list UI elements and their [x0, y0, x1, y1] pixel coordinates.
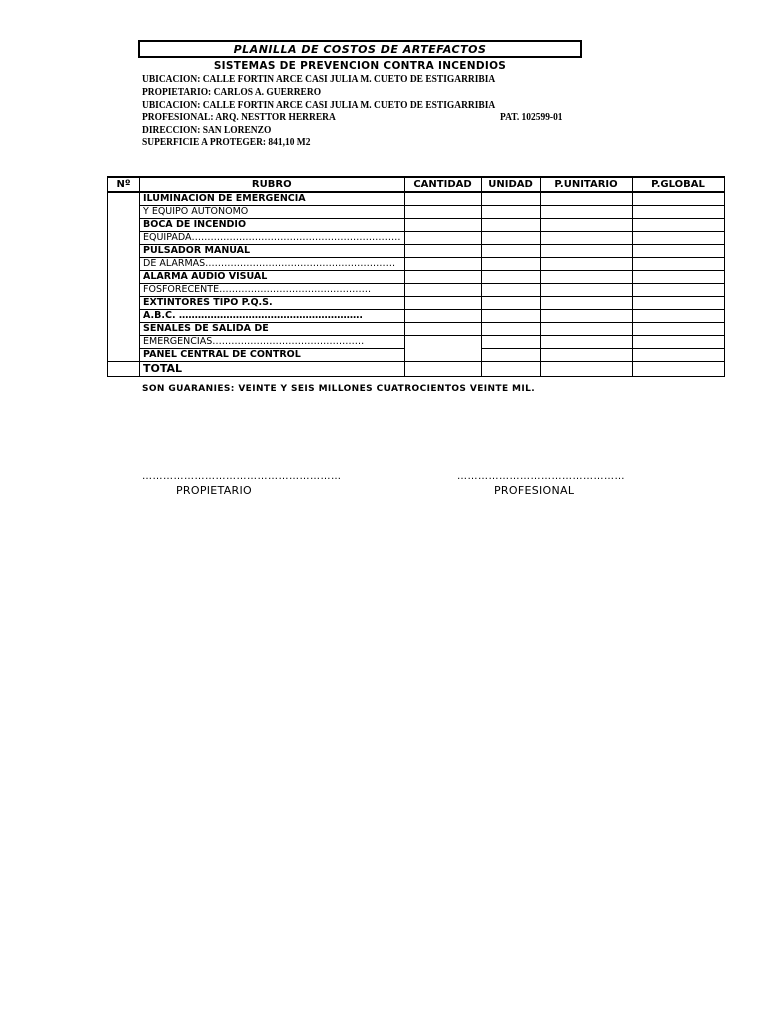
table-row — [108, 232, 725, 245]
owner-signature-line: ………………………………………………… — [142, 471, 342, 482]
punitario-cell — [540, 232, 632, 245]
punitario-cell — [540, 284, 632, 297]
costs-table — [107, 176, 725, 377]
unidad-cell — [481, 362, 540, 377]
rubro-cell: PANEL CENTRAL DE CONTROL — [140, 349, 405, 362]
punitario-cell — [540, 206, 632, 219]
numero-cell — [108, 192, 140, 362]
unidad-cell — [481, 323, 540, 336]
header-direccion: DIRECCION: SAN LORENZO — [142, 124, 272, 136]
table-row — [108, 245, 725, 258]
pglobal-cell — [632, 258, 724, 271]
col-header-rubro: RUBRO — [140, 177, 405, 192]
table-row — [108, 297, 725, 310]
pglobal-cell — [632, 349, 724, 362]
rubro-cell: Y EQUIPO AUTONOMO — [140, 206, 405, 219]
cantidad-cell — [404, 219, 481, 232]
col-header-numero: Nº — [108, 177, 140, 192]
cantidad-cell — [404, 245, 481, 258]
total-label: TOTAL — [140, 362, 405, 377]
cantidad-cell — [404, 192, 481, 206]
unidad-cell — [481, 336, 540, 349]
col-header-cantidad: CANTIDAD — [404, 177, 481, 192]
rubro-cell: PULSADOR MANUAL — [140, 245, 405, 258]
punitario-cell — [540, 297, 632, 310]
pglobal-cell — [632, 206, 724, 219]
rubro-cell: DE ALARMAS…………………………………………………… — [140, 258, 405, 271]
document-title: PLANILLA DE COSTOS DE ARTEFACTOS — [138, 40, 582, 58]
cantidad-cell — [404, 284, 481, 297]
table-row — [108, 271, 725, 284]
punitario-cell — [540, 258, 632, 271]
cantidad-cell — [404, 323, 481, 336]
table-row — [108, 323, 725, 336]
pglobal-cell — [632, 284, 724, 297]
total-row — [108, 362, 725, 377]
cantidad-cell — [404, 362, 481, 377]
header-ubicacion-1: UBICACION: CALLE FORTIN ARCE CASI JULIA M. CUETO DE ESTIGARRIBIA — [142, 73, 496, 85]
header-propietario: PROPIETARIO: CARLOS A. GUERRERO — [142, 86, 322, 98]
cantidad-cell — [404, 232, 481, 245]
unidad-cell — [481, 232, 540, 245]
col-header-punitario: P.UNITARIO — [540, 177, 632, 192]
punitario-cell — [540, 336, 632, 349]
col-header-unidad: UNIDAD — [481, 177, 540, 192]
rubro-cell: A.B.C. …………………………………………………. — [140, 310, 405, 323]
table-row — [108, 219, 725, 232]
table-row — [108, 206, 725, 219]
unidad-cell — [481, 349, 540, 362]
unidad-cell — [481, 206, 540, 219]
unidad-cell — [481, 192, 540, 206]
unidad-cell — [481, 310, 540, 323]
header-superficie: SUPERFICIE A PROTEGER: 841,10 M2 — [142, 136, 311, 148]
rubro-cell: ALARMA AUDIO VISUAL — [140, 271, 405, 284]
table-row — [108, 192, 725, 206]
rubro-cell: EQUIPADA………………………………………………………… — [140, 232, 405, 245]
punitario-cell — [540, 310, 632, 323]
pglobal-cell — [632, 219, 724, 232]
table-header-row — [108, 177, 725, 192]
unidad-cell — [481, 284, 540, 297]
header-profesional: PROFESIONAL: ARQ. NESTTOR HERRERA — [142, 111, 336, 123]
pglobal-cell — [632, 271, 724, 284]
pglobal-cell — [632, 192, 724, 206]
table-row — [108, 336, 725, 349]
table-row — [108, 310, 725, 323]
cantidad-cell — [404, 206, 481, 219]
pglobal-cell — [632, 362, 724, 377]
punitario-cell — [540, 219, 632, 232]
owner-signature-label: PROPIETARIO — [176, 484, 252, 497]
numero-cell — [108, 362, 140, 377]
punitario-cell — [540, 192, 632, 206]
cantidad-cell — [404, 336, 481, 362]
rubro-cell: ILUMINACION DE EMERGENCIA — [140, 192, 405, 206]
unidad-cell — [481, 297, 540, 310]
pglobal-cell — [632, 232, 724, 245]
unidad-cell — [481, 219, 540, 232]
rubro-cell: SEÑALES DE SALIDA DE — [140, 323, 405, 336]
rubro-cell: EXTINTORES TIPO P.Q.S. — [140, 297, 405, 310]
pglobal-cell — [632, 336, 724, 349]
rubro-cell: BOCA DE INCENDIO — [140, 219, 405, 232]
amount-in-words: SON GUARANIES: VEINTE Y SEIS MILLONES CUATROCIENTOS VEINTE MIL. — [142, 384, 536, 394]
professional-signature-label: PROFESIONAL — [494, 484, 575, 497]
pglobal-cell — [632, 297, 724, 310]
punitario-cell — [540, 271, 632, 284]
table-row — [108, 258, 725, 271]
cantidad-cell — [404, 310, 481, 323]
pglobal-cell — [632, 323, 724, 336]
pglobal-cell — [632, 245, 724, 258]
cantidad-cell — [404, 297, 481, 310]
cantidad-cell — [404, 258, 481, 271]
unidad-cell — [481, 271, 540, 284]
punitario-cell — [540, 245, 632, 258]
document-subtitle: SISTEMAS DE PREVENCION CONTRA INCENDIOS — [213, 60, 507, 72]
unidad-cell — [481, 258, 540, 271]
header-ubicacion-2: UBICACION: CALLE FORTIN ARCE CASI JULIA M. CUETO DE ESTIGARRIBIA — [142, 99, 496, 111]
rubro-cell: FOSFORECENTE………………………………………… — [140, 284, 405, 297]
professional-signature-line: ………………………………………… — [457, 471, 625, 482]
header-pat: PAT. 102599-01 — [500, 111, 563, 123]
unidad-cell — [481, 245, 540, 258]
punitario-cell — [540, 349, 632, 362]
table-row — [108, 284, 725, 297]
punitario-cell — [540, 362, 632, 377]
rubro-cell: EMERGENCIAS………………………………………… — [140, 336, 405, 349]
col-header-pglobal: P.GLOBAL — [632, 177, 724, 192]
punitario-cell — [540, 323, 632, 336]
pglobal-cell — [632, 310, 724, 323]
cantidad-cell — [404, 271, 481, 284]
